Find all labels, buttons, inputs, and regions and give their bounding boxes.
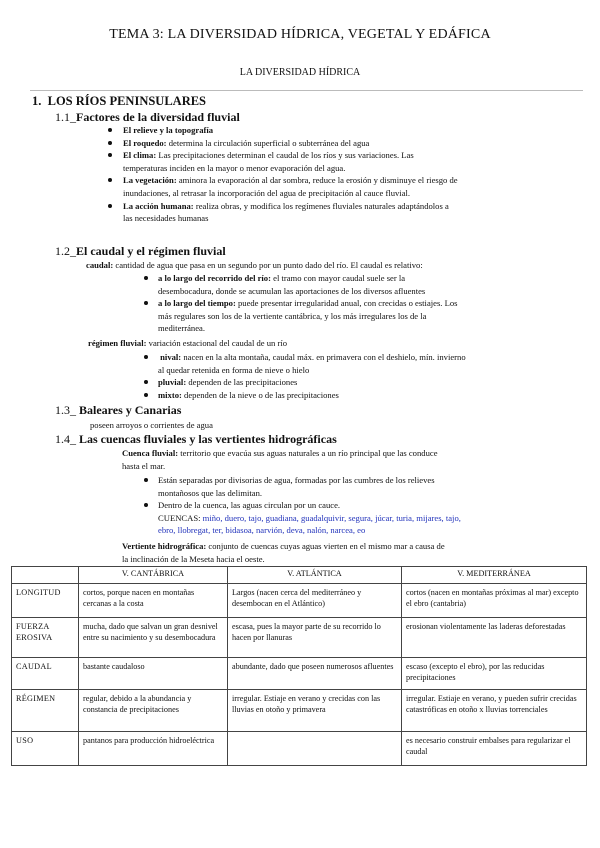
- item-term: mixto:: [158, 389, 182, 400]
- row-label-text: LONGITUD: [16, 588, 61, 597]
- heading-factores: [55, 110, 240, 125]
- cuenca-definition: [122, 447, 562, 472]
- list-item: [144, 351, 564, 376]
- table-cell: bastante caudaloso: [79, 658, 228, 690]
- table-cell: regular, debido a la abundancia y constancia de precipitaciones: [79, 690, 228, 732]
- vertiente-definition: [122, 540, 562, 565]
- row-label-text: CAUDAL: [16, 662, 52, 671]
- item-term: El roquedo:: [123, 137, 167, 148]
- item-term: a lo largo del tiempo:: [158, 298, 236, 309]
- divider: [30, 90, 583, 91]
- heading-number: 1.2_: [55, 244, 76, 258]
- caudal-list: [144, 272, 564, 335]
- table-cell: escaso (excepto el ebro), por las reducidas precipitaciones: [402, 658, 587, 690]
- table-header-cell: [12, 567, 79, 584]
- item-text: nacen en la alta montaña, caudal máx. en primavera con el deshielo, mín. invierno: [183, 352, 466, 362]
- regimen-text: variación estacional del caudal de un río: [148, 338, 288, 348]
- caudal-definition: [86, 259, 556, 272]
- item-text: aminora la evaporación al dar sombra, reduce la erosión y disminuye el riesgo de: [178, 175, 458, 186]
- table-header-cell: V. CANTÁBRICA: [79, 567, 228, 584]
- list-item: [144, 376, 564, 389]
- row-label: [12, 618, 79, 658]
- baleares-text: poseen arroyos o corrientes de agua: [90, 420, 213, 430]
- table-row: [12, 690, 587, 732]
- page-title: TEMA 3: LA DIVERSIDAD HÍDRICA, VEGETAL Y EDÁFICA: [109, 27, 491, 42]
- cuenca-list: [144, 474, 564, 537]
- caudal-term: caudal:: [86, 260, 114, 270]
- cuenca-term: Cuenca fluvial:: [122, 448, 179, 458]
- bullet-icon: [144, 276, 148, 280]
- bullet-icon: [144, 478, 148, 482]
- bullet-icon: [108, 178, 112, 182]
- table-cell: irregular. Estiaje en verano, y pueden sufrir crecidas catastróficas en otoño x lluvias torrenciales: [402, 690, 587, 732]
- bullet-icon: [108, 128, 112, 132]
- regimen-term: régimen fluvial:: [88, 338, 147, 348]
- bullet-icon: [144, 380, 148, 384]
- item-text: Están separadas por divisorias de agua, formadas por las cumbres de los relieves: [158, 475, 435, 485]
- cuenca-text: territorio que evacúa sus aguas naturales a un río principal que las conduce: [180, 448, 438, 458]
- heading-text: El caudal y el régimen fluvial: [76, 244, 226, 258]
- table-cell: abundante, dado que poseen numerosos afluentes: [228, 658, 402, 690]
- row-label: [12, 690, 79, 732]
- heading-text: LOS RÍOS PENINSULARES: [47, 94, 207, 108]
- section-subtitle: LA DIVERSIDAD HÍDRICA: [239, 67, 361, 78]
- list-item: [108, 174, 548, 199]
- table-cell: cortos (nacen en montañas próximas al mar) excepto el ebro (cantabria): [402, 584, 587, 618]
- bullet-icon: [108, 153, 112, 157]
- item-text-cont: las necesidades humanas: [123, 213, 209, 224]
- bullet-icon: [144, 301, 148, 305]
- item-text: Las precipitaciones determinan el caudal de los ríos y sus variaciones. Las: [158, 150, 414, 161]
- bullet-icon: [108, 204, 112, 208]
- bullet-icon: [144, 503, 148, 507]
- cuencas-list-cont: ebro, llobregat, ter, bidasoa, narvión, deva, nalón, narcea, eo: [158, 525, 366, 536]
- list-item: [108, 149, 548, 174]
- list-item: [108, 124, 548, 137]
- table-row: [12, 658, 587, 690]
- table-header-row: [12, 567, 587, 584]
- row-label-text: RÉGIMEN: [16, 694, 56, 703]
- table-cell: escasa, pues la mayor parte de su recorrido lo hacen por llanuras: [228, 618, 402, 658]
- heading-number: 1.3_: [55, 403, 76, 417]
- vertiente-text: conjunto de cuencas cuyas aguas vierten en el mismo mar a causa de: [208, 541, 445, 551]
- heading-baleares-canarias: [55, 403, 181, 418]
- factores-list: [108, 124, 548, 225]
- heading-number: 1.1_: [55, 110, 76, 124]
- regimen-list: [144, 351, 564, 401]
- bullet-icon: [108, 141, 112, 145]
- heading-rios-peninsulares: [32, 94, 206, 109]
- caudal-text: cantidad de agua que pasa en un segundo por un punto dado del río. El caudal es relativo:: [115, 260, 423, 270]
- heading-number: 1.4_: [55, 432, 76, 446]
- item-text: dependen de las precipitaciones: [188, 377, 298, 388]
- row-label: [12, 584, 79, 618]
- item-term: a lo largo del recorrido del río:: [158, 273, 271, 283]
- row-label-text-cont: EROSIVA: [16, 632, 53, 642]
- table-cell: erosionan violentamente las laderas deforestadas: [402, 618, 587, 658]
- item-term: nival:: [160, 352, 182, 362]
- item-text-cont: desembocadura, donde se acumulan las aportaciones de los diversos afluentes: [158, 285, 426, 296]
- item-text-cont: temperaturas inciden en la mayor o menor evaporación del agua.: [123, 162, 346, 173]
- item-text: el tramo con mayor caudal suele ser la: [273, 273, 406, 283]
- cuenca-text-cont: hasta el mar.: [122, 460, 166, 471]
- heading-text: Las cuencas fluviales y las vertientes hidrográficas: [79, 432, 337, 446]
- table-cell: mucha, dado que salvan un gran desnivel entre su nacimiento y su desembocadura: [79, 618, 228, 658]
- item-text: puede presentar irregularidad anual, con crecidas o estiajes. Los: [237, 298, 458, 309]
- item-text-cont: al quedar retenida en forma de nieve o hielo: [158, 364, 310, 375]
- vertiente-text-cont: la inclinación de la Meseta hacia el oeste.: [122, 553, 265, 564]
- row-label-text: FUERZA: [16, 622, 50, 631]
- item-term: El relieve y la topografía: [123, 125, 214, 135]
- list-item: [144, 389, 564, 402]
- row-label: [12, 658, 79, 690]
- item-text-cont: mediterránea.: [158, 323, 205, 334]
- item-term: El clima:: [123, 150, 157, 161]
- heading-caudal-regimen: [55, 244, 226, 259]
- heading-cuencas-vertientes: [55, 432, 337, 447]
- list-item: [144, 474, 564, 499]
- cuencas-list: miño, duero, tajo, guadiana, guadalquivir, segura, júcar, turia, mijares, tajo,: [202, 512, 461, 523]
- item-text: Dentro de la cuenca, las aguas circulan por un cauce.: [158, 500, 341, 511]
- item-text-cont: inundaciones, al retrasar la incorporación del agua de precipitación al cauce fluvial.: [123, 187, 411, 198]
- row-label: [12, 732, 79, 766]
- table-cell: irregular. Estiaje en verano y crecidas con las lluvias en otoño y primavera: [228, 690, 402, 732]
- item-term: pluvial:: [158, 377, 187, 388]
- table-row: [12, 732, 587, 766]
- item-term: La acción humana:: [123, 200, 194, 211]
- row-label-text: USO: [16, 736, 34, 745]
- cuencas-label: CUENCAS:: [158, 512, 201, 523]
- bullet-icon: [144, 355, 148, 359]
- table-row: [12, 618, 587, 658]
- regimen-definition: [88, 337, 558, 350]
- table-cell: pantanos para producción hidroeléctrica: [79, 732, 228, 766]
- table-header-cell: V. MEDITERRÁNEA: [402, 567, 587, 584]
- table-cell: cortos, porque nacen en montañas cercanas a la costa: [79, 584, 228, 618]
- item-text: realiza obras, y modifica los regímenes fluviales naturales adaptándolos a: [195, 200, 449, 211]
- heading-text: Factores de la diversidad fluvial: [76, 110, 240, 124]
- list-item: [144, 272, 564, 297]
- table-row: [12, 584, 587, 618]
- table-header-cell: V. ATLÁNTICA: [228, 567, 402, 584]
- table-cell: Largos (nacen cerca del mediterráneo y desembocan en el Atlántico): [228, 584, 402, 618]
- item-term: La vegetación:: [123, 175, 177, 186]
- heading-text: Baleares y Canarias: [79, 403, 182, 417]
- item-text-cont: montañosos que las delimitan.: [158, 487, 263, 498]
- table-cell: [228, 732, 402, 766]
- bullet-icon: [144, 393, 148, 397]
- item-text: dependen de la nieve o de las precipitaciones: [184, 389, 339, 400]
- list-item: [108, 137, 548, 150]
- item-text: determina la circulación superficial o subterránea del agua: [168, 137, 370, 148]
- vertiente-term: Vertiente hidrográfica:: [122, 541, 207, 551]
- item-text-cont: más regulares son los de la vertiente cantábrica, y los más irregulares los de la: [158, 310, 427, 321]
- vertientes-table: [11, 566, 587, 766]
- table-cell: es necesario construir embalses para regularizar el caudal: [402, 732, 587, 766]
- list-item: [144, 297, 564, 335]
- heading-number: 1.: [32, 94, 42, 108]
- list-item: [108, 200, 548, 225]
- list-item: [144, 499, 564, 537]
